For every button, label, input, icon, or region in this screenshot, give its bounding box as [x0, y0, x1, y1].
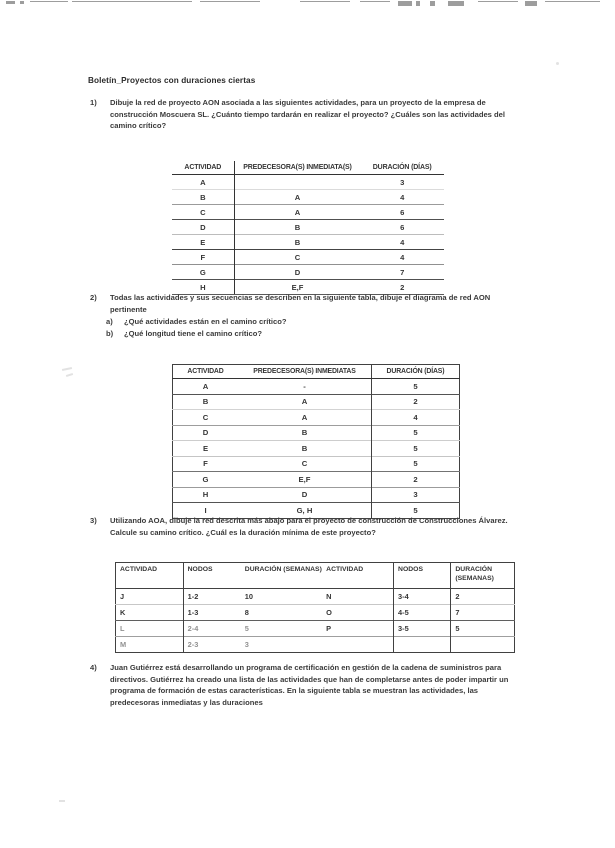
cell-predecessor: B — [234, 235, 360, 250]
table-row — [172, 220, 444, 235]
cell-activity: H — [172, 280, 234, 295]
cell-predecessor: D — [234, 265, 360, 280]
cell-activity: G — [173, 472, 239, 488]
cell-duration: 4 — [360, 190, 444, 205]
cell-predecessor: E,F — [238, 472, 371, 488]
cell-duration-right: 5 — [451, 621, 515, 637]
cell-duration: 4 — [360, 250, 444, 265]
cell-activity: E — [173, 441, 239, 457]
cell-activity: G — [172, 265, 234, 280]
cell-activity: B — [172, 190, 234, 205]
subitem-b-marker: b) — [106, 329, 114, 338]
cell-predecessor: B — [238, 441, 371, 457]
cell-duration: 5 — [371, 441, 459, 457]
cell-duration-left: 8 — [241, 605, 322, 621]
cell-duration: 2 — [360, 280, 444, 295]
question-2-subitem-b — [88, 328, 508, 339]
cell-predecessor: E,F — [234, 280, 360, 295]
question-1-text: Dibuje la red de proyecto AON asociada a las siguientes actividades, para un proyecto de la empresa de construcción Moscuera SL. ¿Cuánto tiempo tardarán en realizar el proyecto? ¿Cuáles son las actividades del camino crítico? — [110, 98, 505, 131]
cell-activity: E — [172, 235, 234, 250]
table-row — [173, 487, 460, 503]
question-1 — [88, 97, 518, 132]
question-3 — [88, 515, 518, 538]
cell-nodes-right: 3-4 — [394, 589, 451, 605]
question-3-text: Utilizando AOA, dibuje la red descrita más abajo para el proyecto de construcción de Construcciones Álvarez. Calcule su camino crítico. ¿Cuál es la duración mínima de este proyecto? — [110, 516, 508, 537]
cell-activity: F — [173, 456, 239, 472]
cell-activity: D — [172, 220, 234, 235]
cell-duration: 7 — [360, 265, 444, 280]
cell-duration-right — [451, 637, 515, 653]
header-nodes-left: NODOS — [183, 563, 241, 589]
cell-duration: 2 — [371, 394, 459, 410]
table-header-row — [172, 161, 444, 175]
cell-nodes-left: 1-3 — [183, 605, 241, 621]
question-2 — [88, 292, 518, 315]
table-row — [172, 250, 444, 265]
table-row — [172, 265, 444, 280]
question-2-text: Todas las actividades y sus secuencias se describen en la siguiente tabla, dibuje el diagrama de red AON pertinente — [110, 293, 491, 314]
cell-predecessor: C — [234, 250, 360, 265]
cell-predecessor: A — [238, 394, 371, 410]
table-activities-1 — [172, 161, 444, 295]
header-predecessors: PREDECESORA(S) INMEDIATAS — [238, 365, 371, 379]
cell-activity-right: O — [322, 605, 393, 621]
cell-duration: 5 — [413, 381, 418, 391]
cell-duration-right: 7 — [451, 605, 515, 621]
cell-nodes-left: 1-2 — [187, 592, 199, 601]
header-duration-right: DURACIÓN (SEMANAS) — [451, 563, 515, 589]
cell-activity: C — [173, 410, 239, 426]
cell-activity-left: J — [116, 589, 184, 605]
cell-predecessor: B — [238, 425, 371, 441]
cell-activity: I — [173, 503, 239, 519]
table-row — [116, 637, 515, 653]
table-row — [173, 379, 460, 395]
header-duration: DURACIÓN (DÍAS) — [360, 161, 444, 175]
cell-duration: 4 — [371, 410, 459, 426]
header-duration: DURACIÓN (DÍAS) — [371, 365, 459, 379]
header-activity-left: ACTIVIDAD — [116, 563, 184, 589]
table-header-row — [173, 365, 460, 379]
question-4 — [88, 662, 518, 708]
table-row — [172, 175, 444, 190]
cell-duration: 6 — [360, 205, 444, 220]
table-header-row — [116, 563, 515, 589]
cell-activity: B — [173, 394, 239, 410]
table-row — [173, 472, 460, 488]
cell-duration: 5 — [371, 503, 459, 519]
table-row — [173, 410, 460, 426]
cell-predecessor: A — [238, 410, 371, 426]
cell-activity: A — [172, 175, 234, 190]
cell-duration: 4 — [360, 235, 444, 250]
header-activity: ACTIVIDAD — [173, 365, 239, 379]
table-row — [116, 589, 515, 605]
table-row — [173, 456, 460, 472]
table-row — [173, 394, 460, 410]
scan-speckle — [556, 62, 559, 65]
cell-duration-left: 3 — [241, 637, 322, 653]
question-4-number: 4) — [90, 663, 97, 672]
header-activity-right: ACTIVIDAD — [322, 563, 393, 589]
cell-predecessor — [234, 175, 360, 190]
header-duration-left: DURACIÓN (SEMANAS) — [241, 563, 322, 589]
scan-speckle — [66, 373, 73, 377]
cell-predecessor: C — [238, 456, 371, 472]
table-row — [116, 605, 515, 621]
subitem-a-text: ¿Qué actividades están en el camino crítico? — [124, 317, 287, 326]
question-2-subitem-a — [88, 316, 508, 327]
cell-nodes-left: 2-4 — [183, 621, 241, 637]
cell-duration: 5 — [371, 456, 459, 472]
table-row — [172, 205, 444, 220]
cell-predecessor: G, H — [238, 503, 371, 519]
cell-duration: 2 — [371, 472, 459, 488]
question-2-number: 2) — [90, 293, 97, 302]
cell-activity-right: N — [322, 589, 393, 605]
cell-nodes-right: 4-5 — [394, 605, 451, 621]
table-row — [172, 190, 444, 205]
table-row — [116, 621, 515, 637]
cell-duration: 3 — [371, 487, 459, 503]
cell-activity: D — [173, 425, 239, 441]
cell-predecessor: A — [234, 205, 360, 220]
header-predecessors: PREDECESORA(S) INMEDIATA(S) — [234, 161, 360, 175]
table-row — [173, 441, 460, 457]
cell-nodes-left: 2-3 — [183, 637, 241, 653]
table-row — [173, 425, 460, 441]
cell-activity: A — [202, 381, 209, 391]
header-activity: ACTIVIDAD — [172, 161, 234, 175]
table-row — [172, 235, 444, 250]
table-activities-3 — [115, 562, 515, 653]
cell-duration-left: 10 — [244, 592, 254, 601]
cell-activity: C — [172, 205, 234, 220]
cell-predecessor: D — [238, 487, 371, 503]
question-3-number: 3) — [90, 516, 97, 525]
table-activities-2 — [172, 364, 460, 519]
cell-duration: 3 — [400, 177, 405, 187]
header-nodes-right: NODOS — [394, 563, 451, 589]
cell-activity-right: P — [322, 621, 393, 637]
question-1-number: 1) — [90, 98, 97, 107]
cell-duration-left: 5 — [241, 621, 322, 637]
cell-activity-left: M — [116, 637, 184, 653]
cell-activity-left: K — [116, 605, 184, 621]
cell-activity-left: L — [116, 621, 184, 637]
subitem-a-marker: a) — [106, 317, 113, 326]
cell-duration: 5 — [371, 425, 459, 441]
cell-nodes-right: 3-5 — [394, 621, 451, 637]
cell-nodes-right — [394, 637, 451, 653]
cell-activity: F — [172, 250, 234, 265]
cell-predecessor: A — [234, 190, 360, 205]
scan-speckle — [62, 367, 72, 371]
cell-activity-right — [322, 637, 393, 653]
cell-predecessor: B — [234, 220, 360, 235]
cell-duration: 6 — [360, 220, 444, 235]
cell-predecessor: - — [238, 379, 371, 395]
subitem-b-text: ¿Qué longitud tiene el camino crítico? — [124, 329, 262, 338]
cell-activity: H — [173, 487, 239, 503]
scan-speckle — [59, 800, 65, 802]
question-4-text: Juan Gutiérrez está desarrollando un programa de certificación en gestión de la cadena de suministros para directivos. Gutiérrez ha creado una lista de las actividades que han de completarse antes de poder impartir un programa de formación de estas características. En la siguiente tabla se muestran las actividades, las predecesoras inmediatas y las duraciones — [110, 663, 509, 707]
cell-duration-right: 2 — [455, 592, 460, 601]
document-title: Boletín_Proyectos con duraciones ciertas — [88, 76, 256, 85]
